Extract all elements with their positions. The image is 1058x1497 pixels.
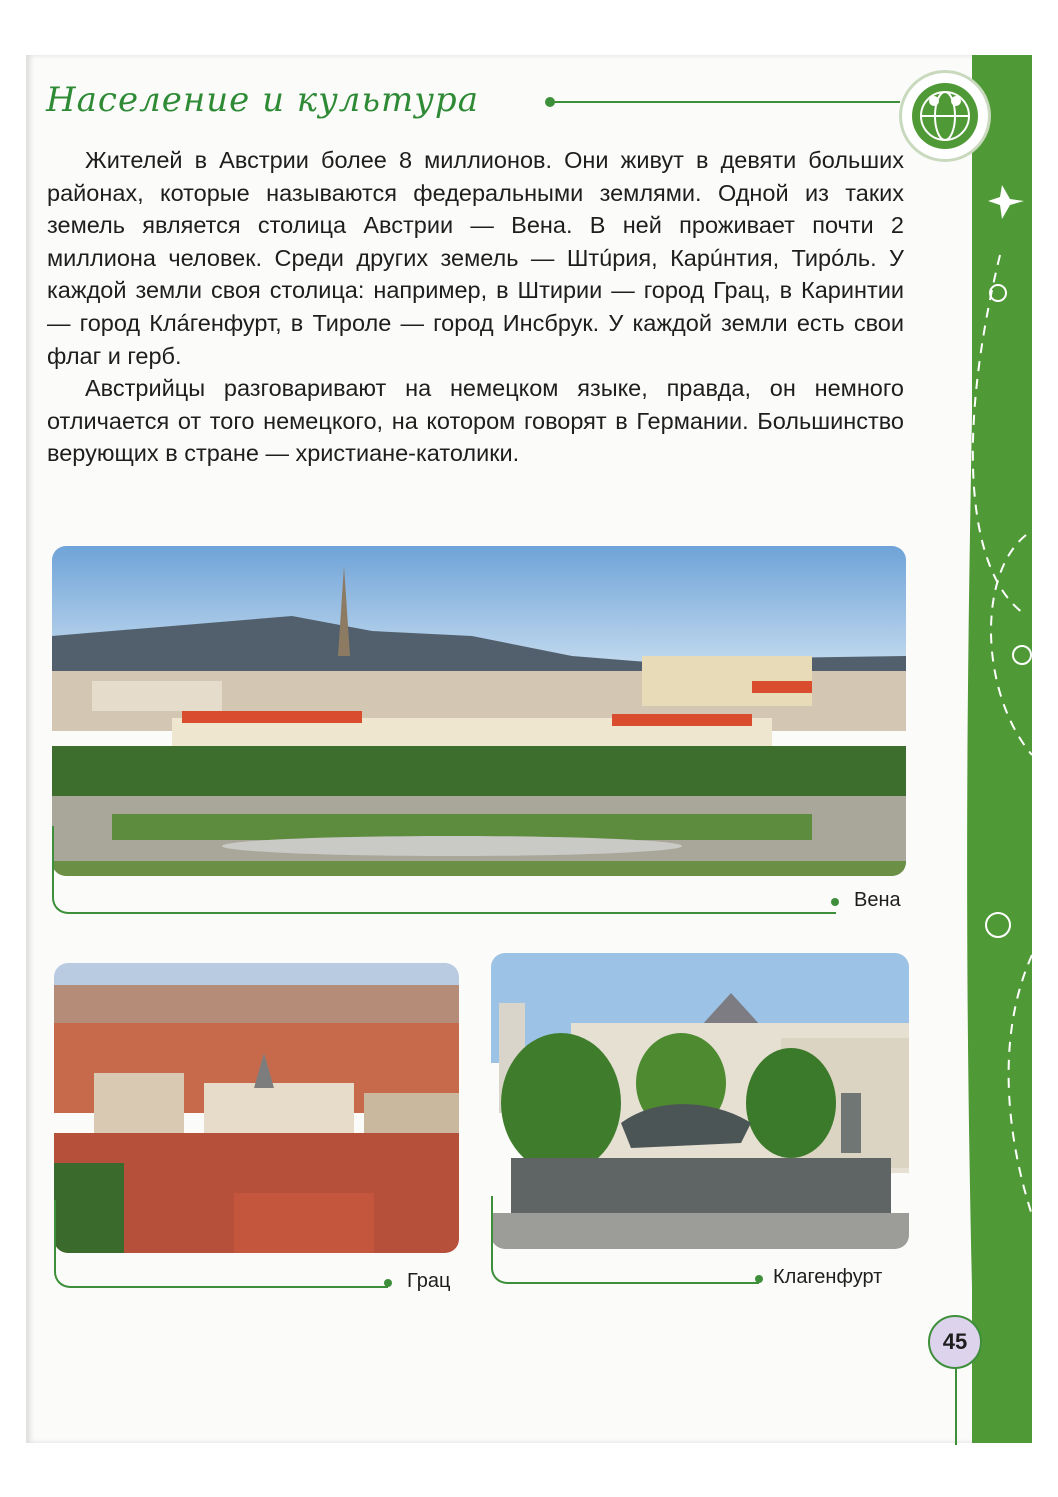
klagenfurt-frame <box>491 1196 759 1284</box>
page-number-rule <box>955 1369 957 1445</box>
vienna-caption: Вена <box>854 889 901 911</box>
graz-caption-dot <box>384 1279 392 1287</box>
graz-caption: Грац <box>407 1270 451 1292</box>
body-text <box>47 144 904 470</box>
graz-frame <box>54 1200 388 1288</box>
vienna-frame <box>52 826 836 914</box>
vienna-caption-dot <box>831 898 839 906</box>
klagenfurt-caption: Клагенфурт <box>773 1266 883 1288</box>
page-number: 45 <box>928 1315 982 1369</box>
section-title: Население и культура <box>46 80 479 120</box>
klagenfurt-caption-dot <box>755 1275 763 1283</box>
globe-people-icon <box>899 70 991 162</box>
paragraph-language: Австрийцы разговаривают на немецком языке, правда, он немного отличается от того немецкого, на котором говорят в Германии. Большинство верующих в стране — христиане-католики. <box>47 375 904 467</box>
title-rule <box>548 101 900 103</box>
side-band-decor <box>936 55 1032 1443</box>
paragraph-population: Жителей в Австрии более 8 миллионов. Они живут в девяти больших районах, которые называются федеральными землями. Одной из таких земель является столица Австрии — Вена. В ней проживает почти 2 миллиона человек. Среди других земель — Штúрия, Карúнтия, Тирóль. У каждой земли своя столица: например, в Штирии — город Грац, в Каринтии — город Клáгенфурт, в Тироле — город Инсбрук. У каждой земли есть свои флаг и герб. <box>47 147 904 369</box>
